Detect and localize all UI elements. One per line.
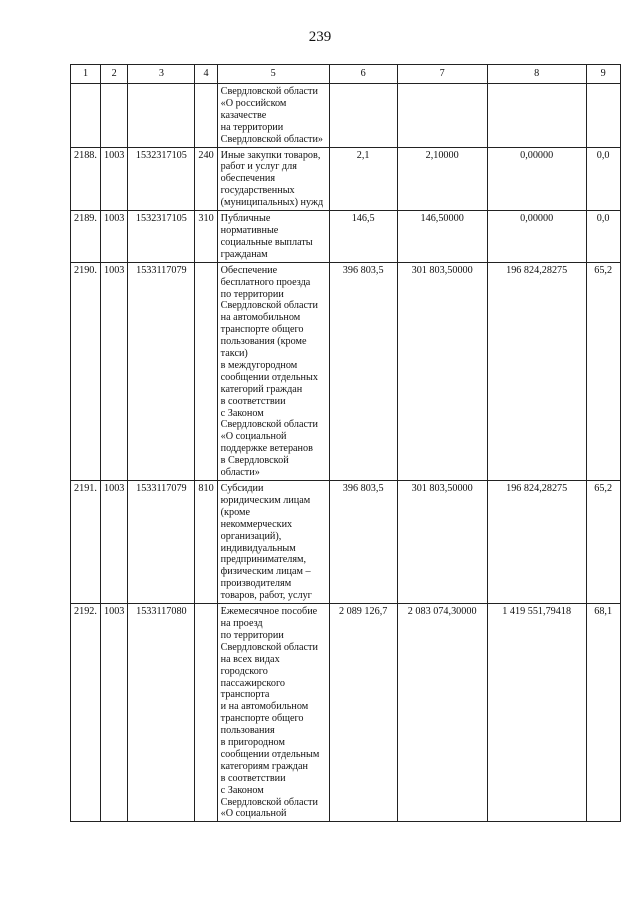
- section-code: 1003: [101, 211, 128, 263]
- value-9: 0,0: [586, 147, 620, 211]
- value-6: 2 089 126,7: [329, 604, 397, 822]
- header-cell: 4: [195, 65, 217, 84]
- value-8: 0,00000: [487, 147, 586, 211]
- section-code: 1003: [101, 481, 128, 604]
- value-7: [397, 84, 487, 148]
- expense-type: 810: [195, 481, 217, 604]
- target-code: 1533117080: [128, 604, 195, 822]
- value-7: 146,50000: [397, 211, 487, 263]
- section-code: 1003: [101, 262, 128, 480]
- header-cell: 6: [329, 65, 397, 84]
- section-code: 1003: [101, 604, 128, 822]
- budget-table: [70, 64, 621, 822]
- table-row: [71, 481, 621, 604]
- target-code: 1532317105: [128, 147, 195, 211]
- value-8: 1 419 551,79418: [487, 604, 586, 822]
- expense-type: [195, 84, 217, 148]
- value-9: 65,2: [586, 262, 620, 480]
- value-7: 301 803,50000: [397, 481, 487, 604]
- value-6: 396 803,5: [329, 481, 397, 604]
- value-9: 0,0: [586, 211, 620, 263]
- value-6: 146,5: [329, 211, 397, 263]
- table-row: [71, 262, 621, 480]
- header-cell: 1: [71, 65, 101, 84]
- value-6: 396 803,5: [329, 262, 397, 480]
- value-8: 196 824,28275: [487, 262, 586, 480]
- expense-type: [195, 604, 217, 822]
- value-8: 196 824,28275: [487, 481, 586, 604]
- value-9: 65,2: [586, 481, 620, 604]
- value-6: 2,1: [329, 147, 397, 211]
- value-7: 2 083 074,30000: [397, 604, 487, 822]
- description: Публичные нормативные социальные выплаты гражданам: [217, 211, 329, 263]
- target-code: 1532317105: [128, 211, 195, 263]
- row-number: 2189.: [71, 211, 101, 263]
- expense-type: [195, 262, 217, 480]
- table-row: [71, 84, 621, 148]
- target-code: 1533117079: [128, 262, 195, 480]
- header-row: [71, 65, 621, 84]
- value-9: [586, 84, 620, 148]
- row-number: [71, 84, 101, 148]
- description: Иные закупки товаров, работ и услуг для обеспечения государственных (муниципальных) нужд: [217, 147, 329, 211]
- expense-type: 240: [195, 147, 217, 211]
- row-number: 2191.: [71, 481, 101, 604]
- value-7: 2,10000: [397, 147, 487, 211]
- value-8: 0,00000: [487, 211, 586, 263]
- table-row: [71, 604, 621, 822]
- expense-type: 310: [195, 211, 217, 263]
- target-code: [128, 84, 195, 148]
- header-cell: 8: [487, 65, 586, 84]
- header-cell: 5: [217, 65, 329, 84]
- description: Свердловской области «О российском казачестве на территории Свердловской области»: [217, 84, 329, 148]
- table-row: [71, 147, 621, 211]
- header-cell: 3: [128, 65, 195, 84]
- target-code: 1533117079: [128, 481, 195, 604]
- row-number: 2192.: [71, 604, 101, 822]
- description: Ежемесячное пособие на проезд по территории Свердловской области на всех видах городского пассажирского транспорта и на автомобильном транспорте общего пользования в пригородном сообщении отдельным категориям граждан в соответствии с Законом Свердловской области «О социальной: [217, 604, 329, 822]
- value-9: 68,1: [586, 604, 620, 822]
- section-code: [101, 84, 128, 148]
- header-cell: 9: [586, 65, 620, 84]
- row-number: 2190.: [71, 262, 101, 480]
- header-cell: 7: [397, 65, 487, 84]
- header-cell: 2: [101, 65, 128, 84]
- table-row: [71, 211, 621, 263]
- value-6: [329, 84, 397, 148]
- row-number: 2188.: [71, 147, 101, 211]
- description: Субсидии юридическим лицам (кроме некоммерческих организаций), индивидуальным предпринимателям, физическим лицам – производителям товаров, работ, услуг: [217, 481, 329, 604]
- value-7: 301 803,50000: [397, 262, 487, 480]
- page-number: 239: [308, 29, 332, 45]
- description: Обеспечение бесплатного проезда по территории Свердловской области на автомобильном транспорте общего пользования (кроме такси) в междугородном сообщении отдельных категорий граждан в соответствии с Законом Свердловской области «О социальной поддержке ветеранов в Свердловской области»: [217, 262, 329, 480]
- section-code: 1003: [101, 147, 128, 211]
- value-8: [487, 84, 586, 148]
